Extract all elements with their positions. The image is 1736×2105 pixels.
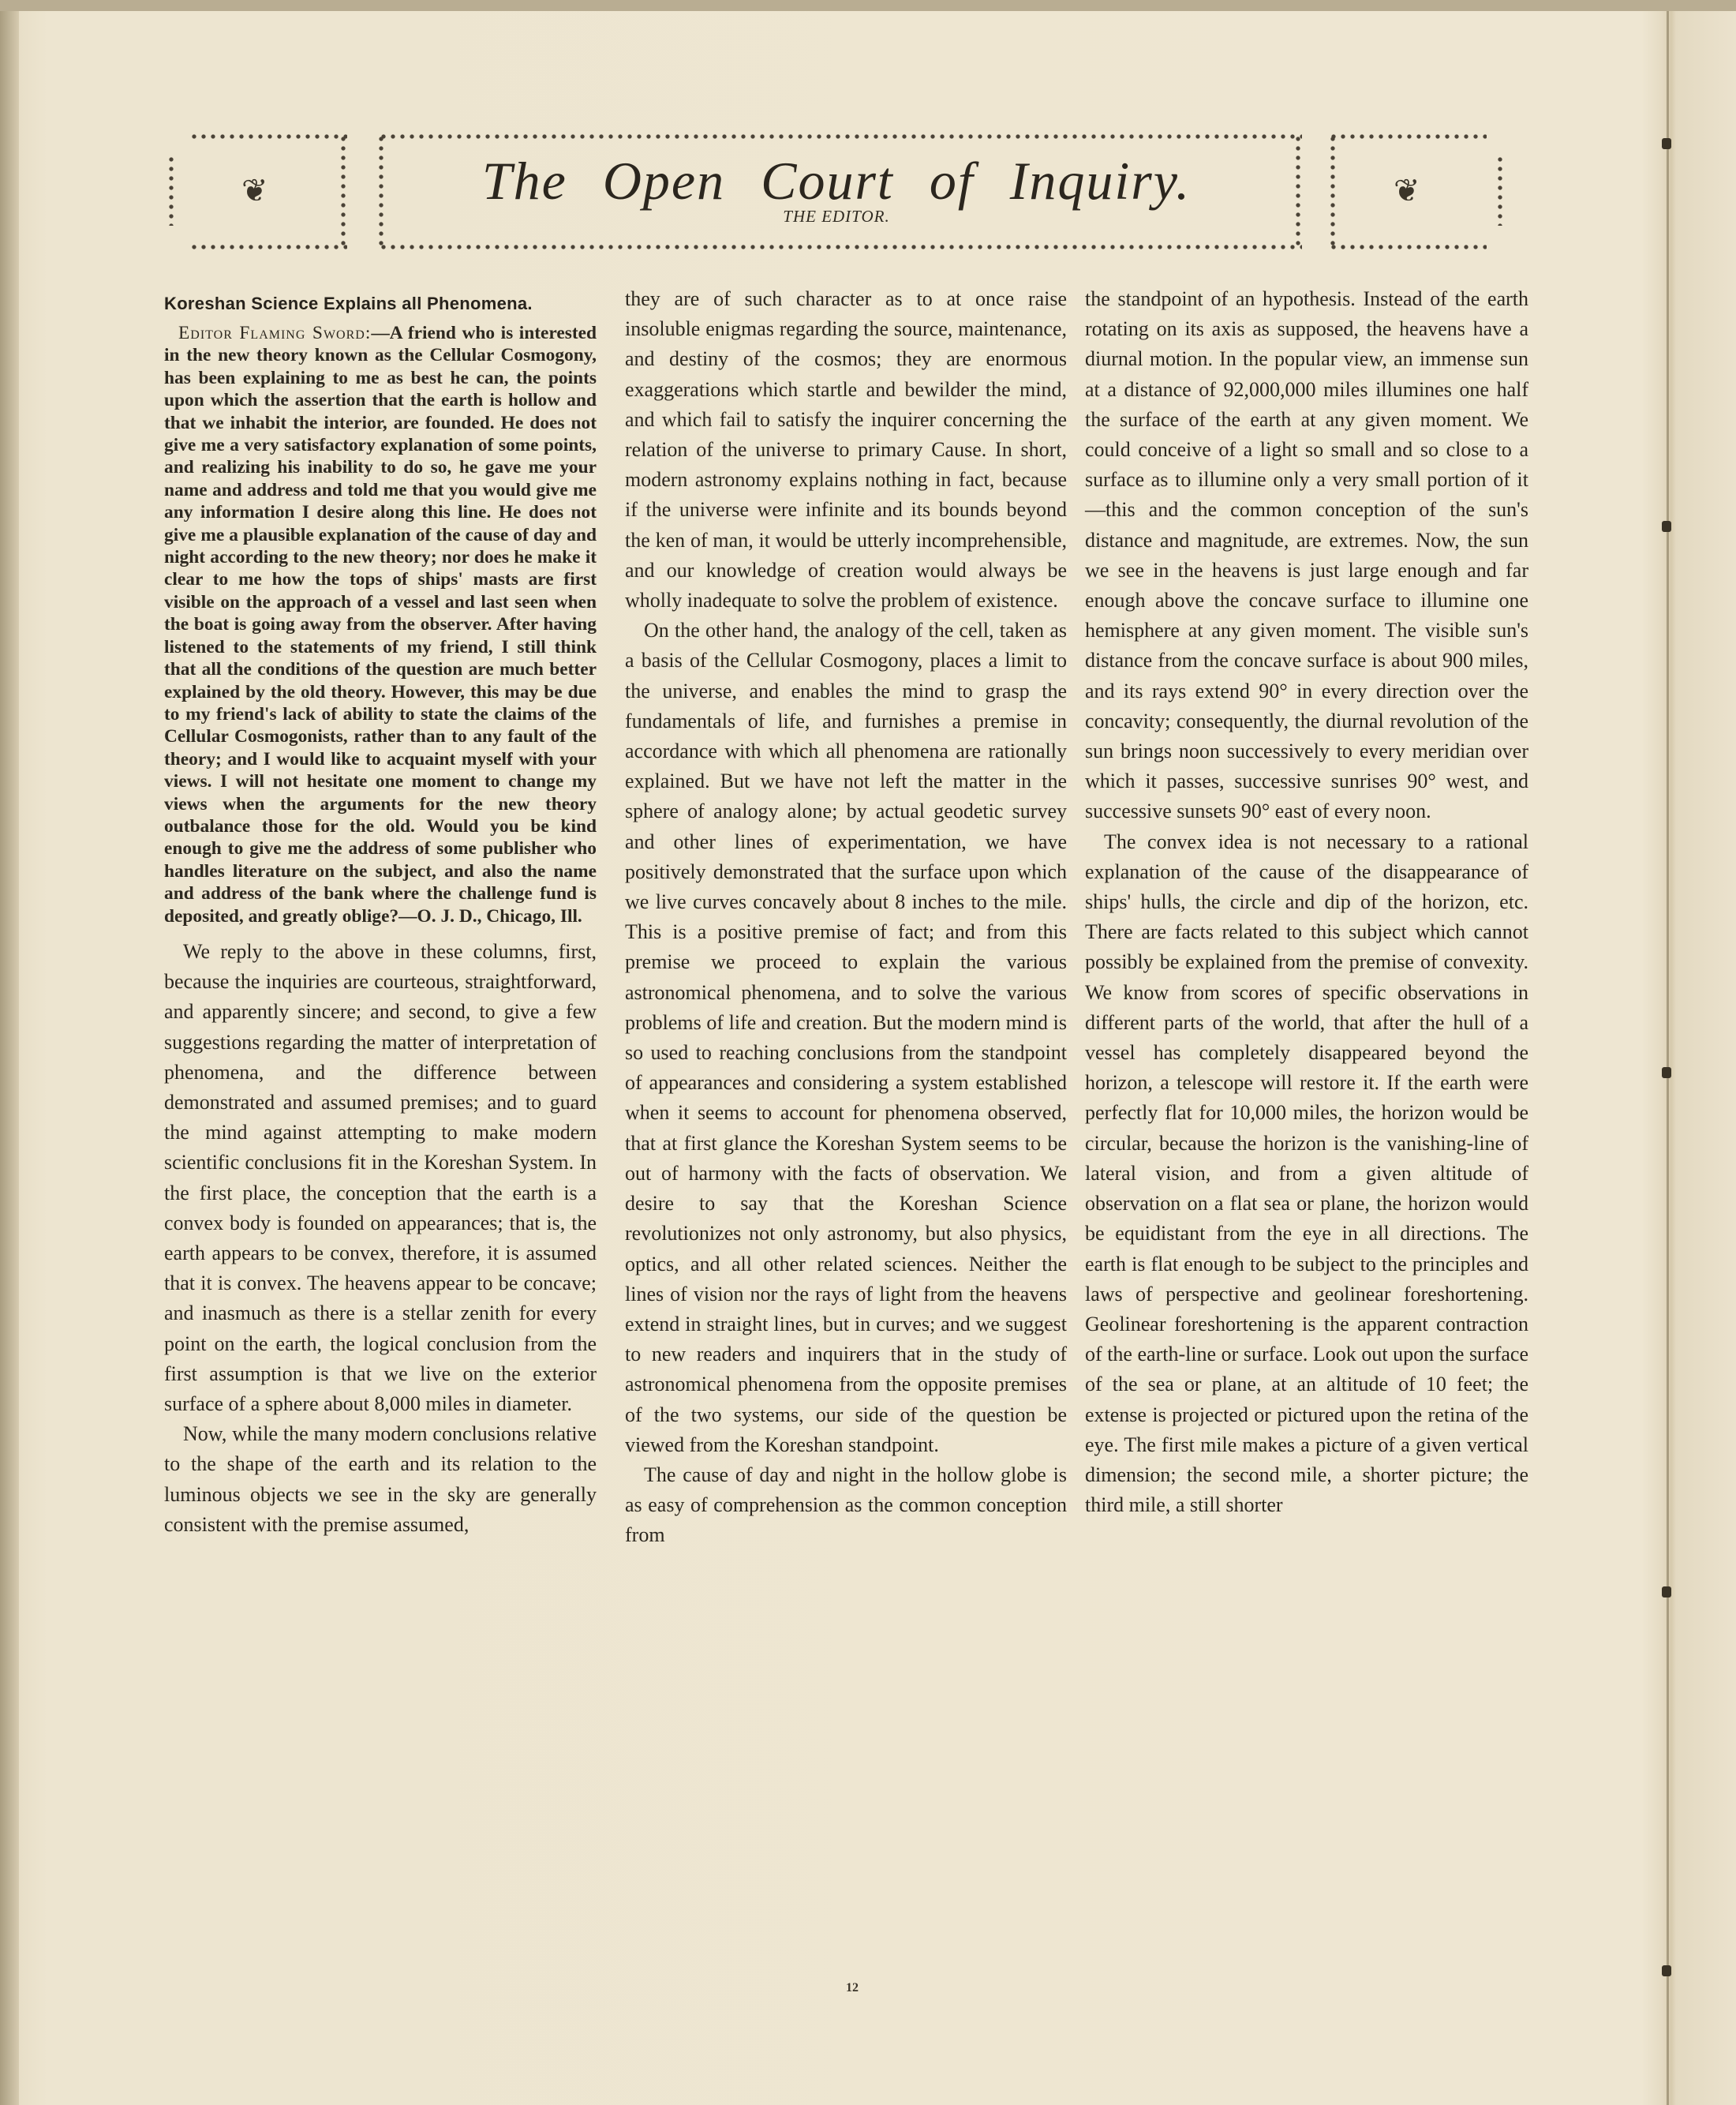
letter-salutation: Editor Flaming Sword: (178, 323, 372, 343)
paragraph: they are of such character as to at once raise insoluble enigmas regarding the source, maintenance, and destiny of the cosmos; they are enormous exaggerations which startle and bewilder the mind, and which fail to satisfy the inquirer concerning the relation of the universe to primary Cause. In short, modern astronomy explains nothing in fact, because if the universe were infinite and its bounds beyond the ken of man, it would be utterly incomprehensible, and our knowledge of creation would always be wholly inadequate to solve the problem of existence. (625, 287, 1067, 612)
binding-tab (1662, 1067, 1671, 1078)
binding-shadow (0, 0, 19, 2105)
byline: THE EDITOR. (783, 207, 890, 226)
page-fold-line (1667, 11, 1669, 2105)
page-number: 12 (846, 1981, 859, 1995)
fleuron-icon: ❦ (241, 173, 268, 208)
article-heading: Koreshan Science Explains all Phenomena. (164, 294, 533, 313)
binding-tab (1662, 1586, 1671, 1597)
binding-tab (1662, 1965, 1671, 1976)
paragraph: the standpoint of an hypothesis. Instead of the earth rotating on its axis as supposed, the heavens have a diurnal motion. In the popular view, an immense sun at a distance of 92,000,000 miles illumines one half the surface of the earth at any given moment. We could conceive of a light so small and so close to a surface as to illumine only a very small portion of it—this and the common conception of the sun's distance and magnitude, are extremes. Now, the sun we see in the heavens is just large enough and far enough above the concave surface to illumine one hemisphere at any given moment. The visible sun's distance from the concave surface is about 900 miles, and its rays extend 90° in every direction over the concavity; consequently, the diurnal revolution of the sun brings noon successively to every meridian over which it passes, successive sunrises 90° west, and successive sunsets 90° east of every noon. (1085, 287, 1528, 823)
letter-text: —A friend who is interested in the new theory known as the Cellular Cosmogony, has been explaining to me as best he can, the points upon which the assertion that the earth is hollow and that we inhabit the interior, are founded. He does not give me a very satisfactory explanation of some points, and realizing his inability to do so, he gave me your name and address and told me that you would give me any information I desire along this line. He does not give me a plausible explanation of the cause of day and night according to the new theory; nor does he make it clear to me how the tops of ships' masts are first visible on the approach of a vessel and last seen when the boat is going away from the observer. After having listened to the statements of my friend, I still think that all the conditions of the question are much better explained by the old theory. However, this may be due to my friend's lack of ability to state the claims of the Cellular Cosmogonists, rather than to any fault of the theory; and I would like to acquaint myself with your views. I will not hesitate one moment to change my views when the arguments for the new theory outbalance those for the old. Would you be kind enough to give me the address of some publisher who handles literature on the subject, and also the name and address of the bank where the challenge fund is deposited, and greatly oblige?—O. J. D., Chicago, Ill. (164, 323, 597, 927)
section-title: The Open Court of Inquiry. (481, 151, 1192, 211)
paragraph: On the other hand, the analogy of the cell, taken as a basis of the Cellular Cosmogony, places a limit to the universe, and enables the mind to grasp the fundamentals of life, and furnishes a premise in accordance with which all phenomena are rationally explained. But we have not left the matter in the sphere of analogy alone; by actual geodetic survey and other lines of experimentation, we have positively demonstrated that the surface upon which we live curves concavely about 8 inches to the mile. This is a positive premise of fact; and from this premise we proceed to explain the various astronomical phenomena, and to solve the various problems of life and creation. But the modern mind is so used to reaching conclusions from the standpoint of appearances and considering a system established when it seems to account for phenomena observed, that at first glance the Koreshan System seems to be out of harmony with the facts of observation. We desire to say that the Koreshan Science revolutionizes not only astronomy, but also physics, optics, and all other related sciences. Neither the lines of vision nor the rays of light from the heavens extend in straight lines, but in curves; and we suggest to new readers and inquirers that in the study of astronomical phenomena from the opposite premises of the two systems, our side of the question be viewed from the Koreshan standpoint. (625, 619, 1067, 1456)
binding-tab (1662, 138, 1671, 149)
column-2 (625, 284, 1067, 1551)
column-3 (1085, 284, 1528, 1520)
paragraph: The cause of day and night in the hollow globe is as easy of comprehension as the common conception from (625, 1463, 1067, 1547)
column-1 (164, 284, 597, 1540)
binding-tab (1662, 521, 1671, 532)
paragraph: The convex idea is not necessary to a rational explanation of the cause of the disappearance of ships' hulls, the circle and dip of the horizon, etc. There are facts related to this subject which cannot possibly be explained from the premise of convexity. We know from scores of specific observations in different parts of the world, that after the hull of a vessel has completely disappeared beyond the horizon, a telescope will restore it. If the earth were perfectly flat for 10,000 miles, the horizon would be circular, because the horizon is the vanishing-line of lateral vision, and from a given altitude of observation on a flat sea or plane, the horizon would be equidistant from the eye in all directions. The earth is flat enough to be subject to the principles and laws of perspective and geolinear foreshortening. Geolinear foreshortening is the apparent contraction of the earth-line or surface. Look out upon the surface of the sea or plane, at an altitude of 10 feet; the extense is projected or pictured upon the retina of the eye. The first mile makes a picture of a given vertical dimension; the second mile, a shorter picture; the third mile, a still shorter (1085, 830, 1528, 1517)
paragraph: Now, while the many modern conclusions relative to the shape of the earth and its relation to the luminous objects we see in the sky are generally consistent with the premise assumed, (164, 1422, 597, 1536)
page-top-edge (0, 0, 1736, 11)
reader-letter (164, 322, 597, 927)
fleuron-icon: ❦ (1394, 173, 1420, 208)
paragraph: We reply to the above in these columns, first, because the inquiries are courteous, straightforward, and apparently sincere; and second, to give a few suggestions regarding the matter of interpretation of phenomena, and the difference between demonstrated and assumed premises; and to guard the mind against attempting to make modern scientific conclusions fit in the Koreshan System. In the first place, the conception that the earth is a convex body is founded on appearances; that is, the earth appears to be convex, therefore, it is assumed that it is convex. The heavens appear to be concave; and inasmuch as there is a stellar zenith for every point on the earth, the logical conclusion from the first assumption is that we live on the exterior surface of a sphere about 8,000 miles in diameter. (164, 939, 597, 1416)
